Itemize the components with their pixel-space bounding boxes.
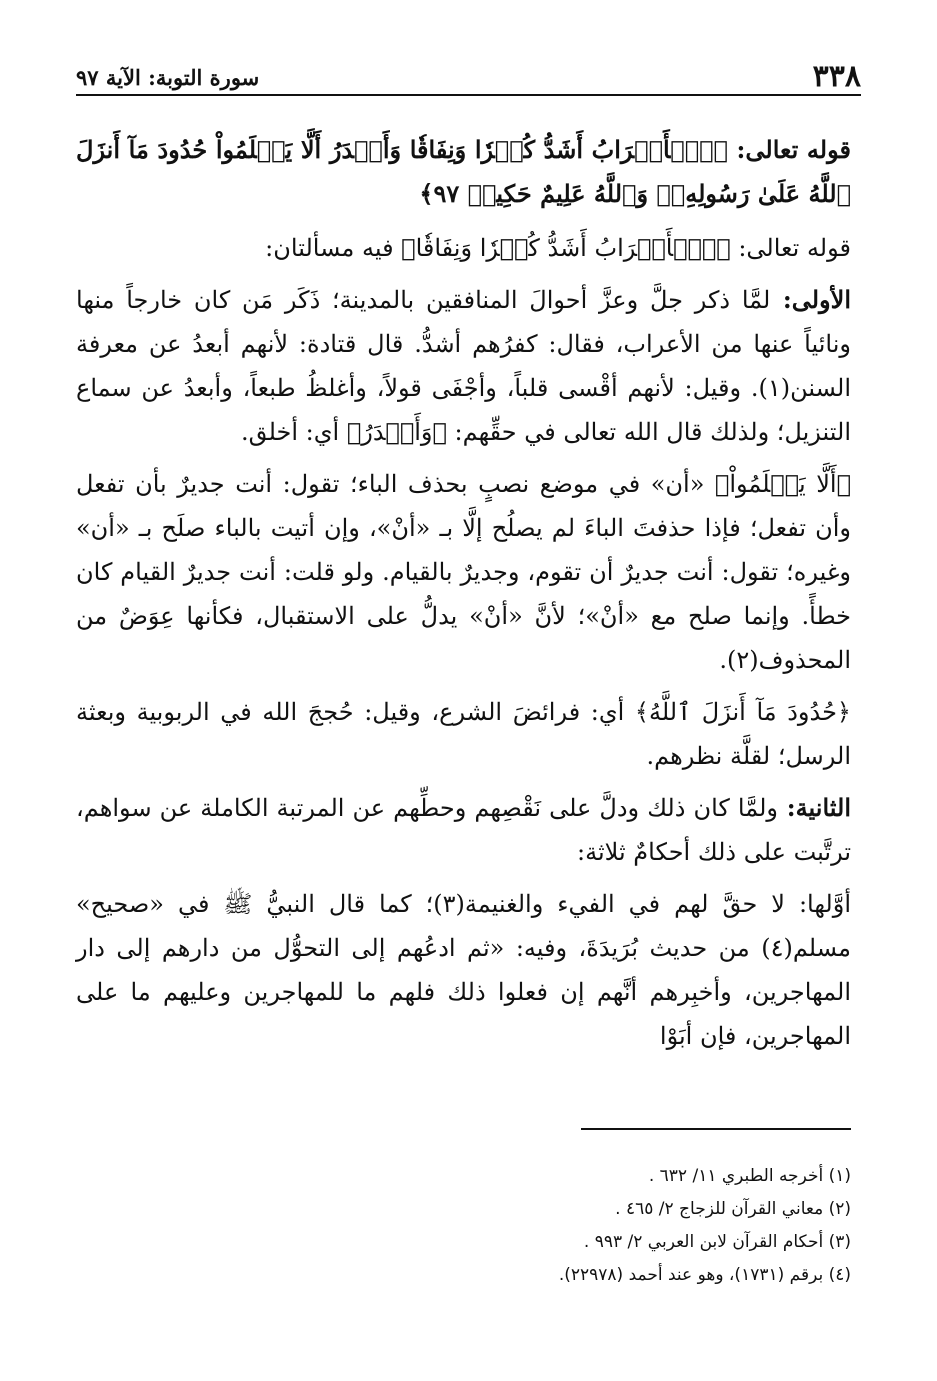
verse-paragraph: [76, 128, 851, 216]
paragraph-limits: [76, 690, 851, 778]
main-text: [76, 128, 851, 1066]
footnote-rule: [581, 1128, 851, 1130]
paragraph-text: ﴿حُدُودَ مَآ أَنزَلَ ٱللَّهُ﴾ أي: فرائضَ الشرع، وقيل: حُججَ الله في الربوبية وبعثة الرسل؛ لقلَّة نظرهم.: [76, 698, 851, 770]
paragraph-text: لمَّا ذكر جلَّ وعزَّ أحوالَ المنافقين بالمدينة؛ ذَكَر مَن كان خارجاً منها ونائياً عنها من الأعراب، فقال: كفرُهم أشدُّ. قال قتادة: لأنهم أبعدُ عن معرفة السنن(١). وقيل: لأنهم أقْسى قلباً، وأجْفَى قولاً، وأغلظُ طبعاً، وأبعدُ عن سماع التنزيل؛ ولذلك قال الله تعالى في حقِّهم: ﴿وَأَجۡدَرُ﴾ أي: أخلق.: [76, 286, 852, 446]
paragraph-text: قوله تعالى: ﴿ٱلۡأَعۡرَابُ أَشَدُّ كُفۡرٗا وَنِفَاقٗا﴾ فيه مسألتان:: [265, 234, 851, 262]
paragraph-text: ﴿أَلَّا يَعۡلَمُواْ﴾ «أن» في موضع نصبٍ بحذف الباء؛ تقول: أنت جديرٌ بأن تفعل وأن تفعل؛ فإذا حذفتَ الباءَ لم يصلُح إلَّا بـ «أنْ»، وإن أتيت بالباء صلَح بـ «أن» وغيره؛ تقول: أنت جديرٌ أن تقوم، وجديرٌ بالقيام. ولو قلت: أنت جديرٌ القيام كان خطأً. وإنما صلح مع «أنْ»؛ لأنَّ «أنْ» يدلُّ على الاستقبال، فكأنها عِوَضٌ من المحذوف(٢).: [76, 470, 851, 674]
paragraph-lead: الأولى:: [770, 285, 851, 314]
section-intro: [76, 226, 851, 270]
footnote: (٢) معاني القرآن للزجاج ٢/ ٤٦٥ .: [615, 1199, 851, 1219]
running-title: سورة التوبة: الآية ٩٧: [76, 65, 260, 90]
page-header: [76, 60, 861, 96]
footnotes: [300, 1160, 851, 1292]
footnote: (١) أخرجه الطبري ١١/ ٦٣٢ .: [648, 1166, 851, 1186]
paragraph-first-issue: [76, 278, 851, 454]
footnote: (٣) أحكام القرآن لابن العربي ٢/ ٩٩٣ .: [583, 1232, 851, 1252]
footnote: (٤) برقم (١٧٣١)، وهو عند أحمد (٢٢٩٧٨).: [558, 1265, 851, 1285]
paragraph-lead: قوله تعالى:: [727, 135, 851, 164]
paragraph-lead: الثانية:: [778, 793, 851, 822]
paragraph-second-issue: [76, 786, 851, 874]
header-rule: [76, 94, 861, 96]
paragraph-first-ruling: [76, 882, 851, 1058]
paragraph-text: أوَّلها: لا حقَّ لهم في الفيء والغنيمة(٣)؛ كما قال النبيُّ ﷺ في «صحيح» مسلم(٤) من حديث بُرَيدَةَ، وفيه: «ثم ادعُهم إلى التحوُّل من دارهم إلى دار المهاجرين، وأخبِرهم أنَّهم إن فعلوا ذلك فلهم ما للمهاجرين وعليهم ما على المهاجرين، فإن أبَوْا: [76, 890, 851, 1050]
paragraph-text: ﴿ٱلۡأَعۡرَابُ أَشَدُّ كُفۡرٗا وَنِفَاقٗا وَأَجۡدَرُ أَلَّا يَعۡلَمُواْ حُدُودَ مَآ أَنزَلَ ٱللَّهُ عَلَىٰ رَسُولِهِۦۗ وَٱللَّهُ عَلِيمٌ حَكِيمٞ ٩٧﴾: [76, 135, 851, 208]
page-number: ٣٣٨: [812, 59, 861, 94]
paragraph-grammar: [76, 462, 851, 682]
paragraph-text: ولمَّا كان ذلك ودلَّ على نَقْصِهم وحطِّهم عن المرتبة الكاملة عن سواهم، ترتَّبت على ذلك أحكامٌ ثلاثة:: [76, 794, 851, 866]
